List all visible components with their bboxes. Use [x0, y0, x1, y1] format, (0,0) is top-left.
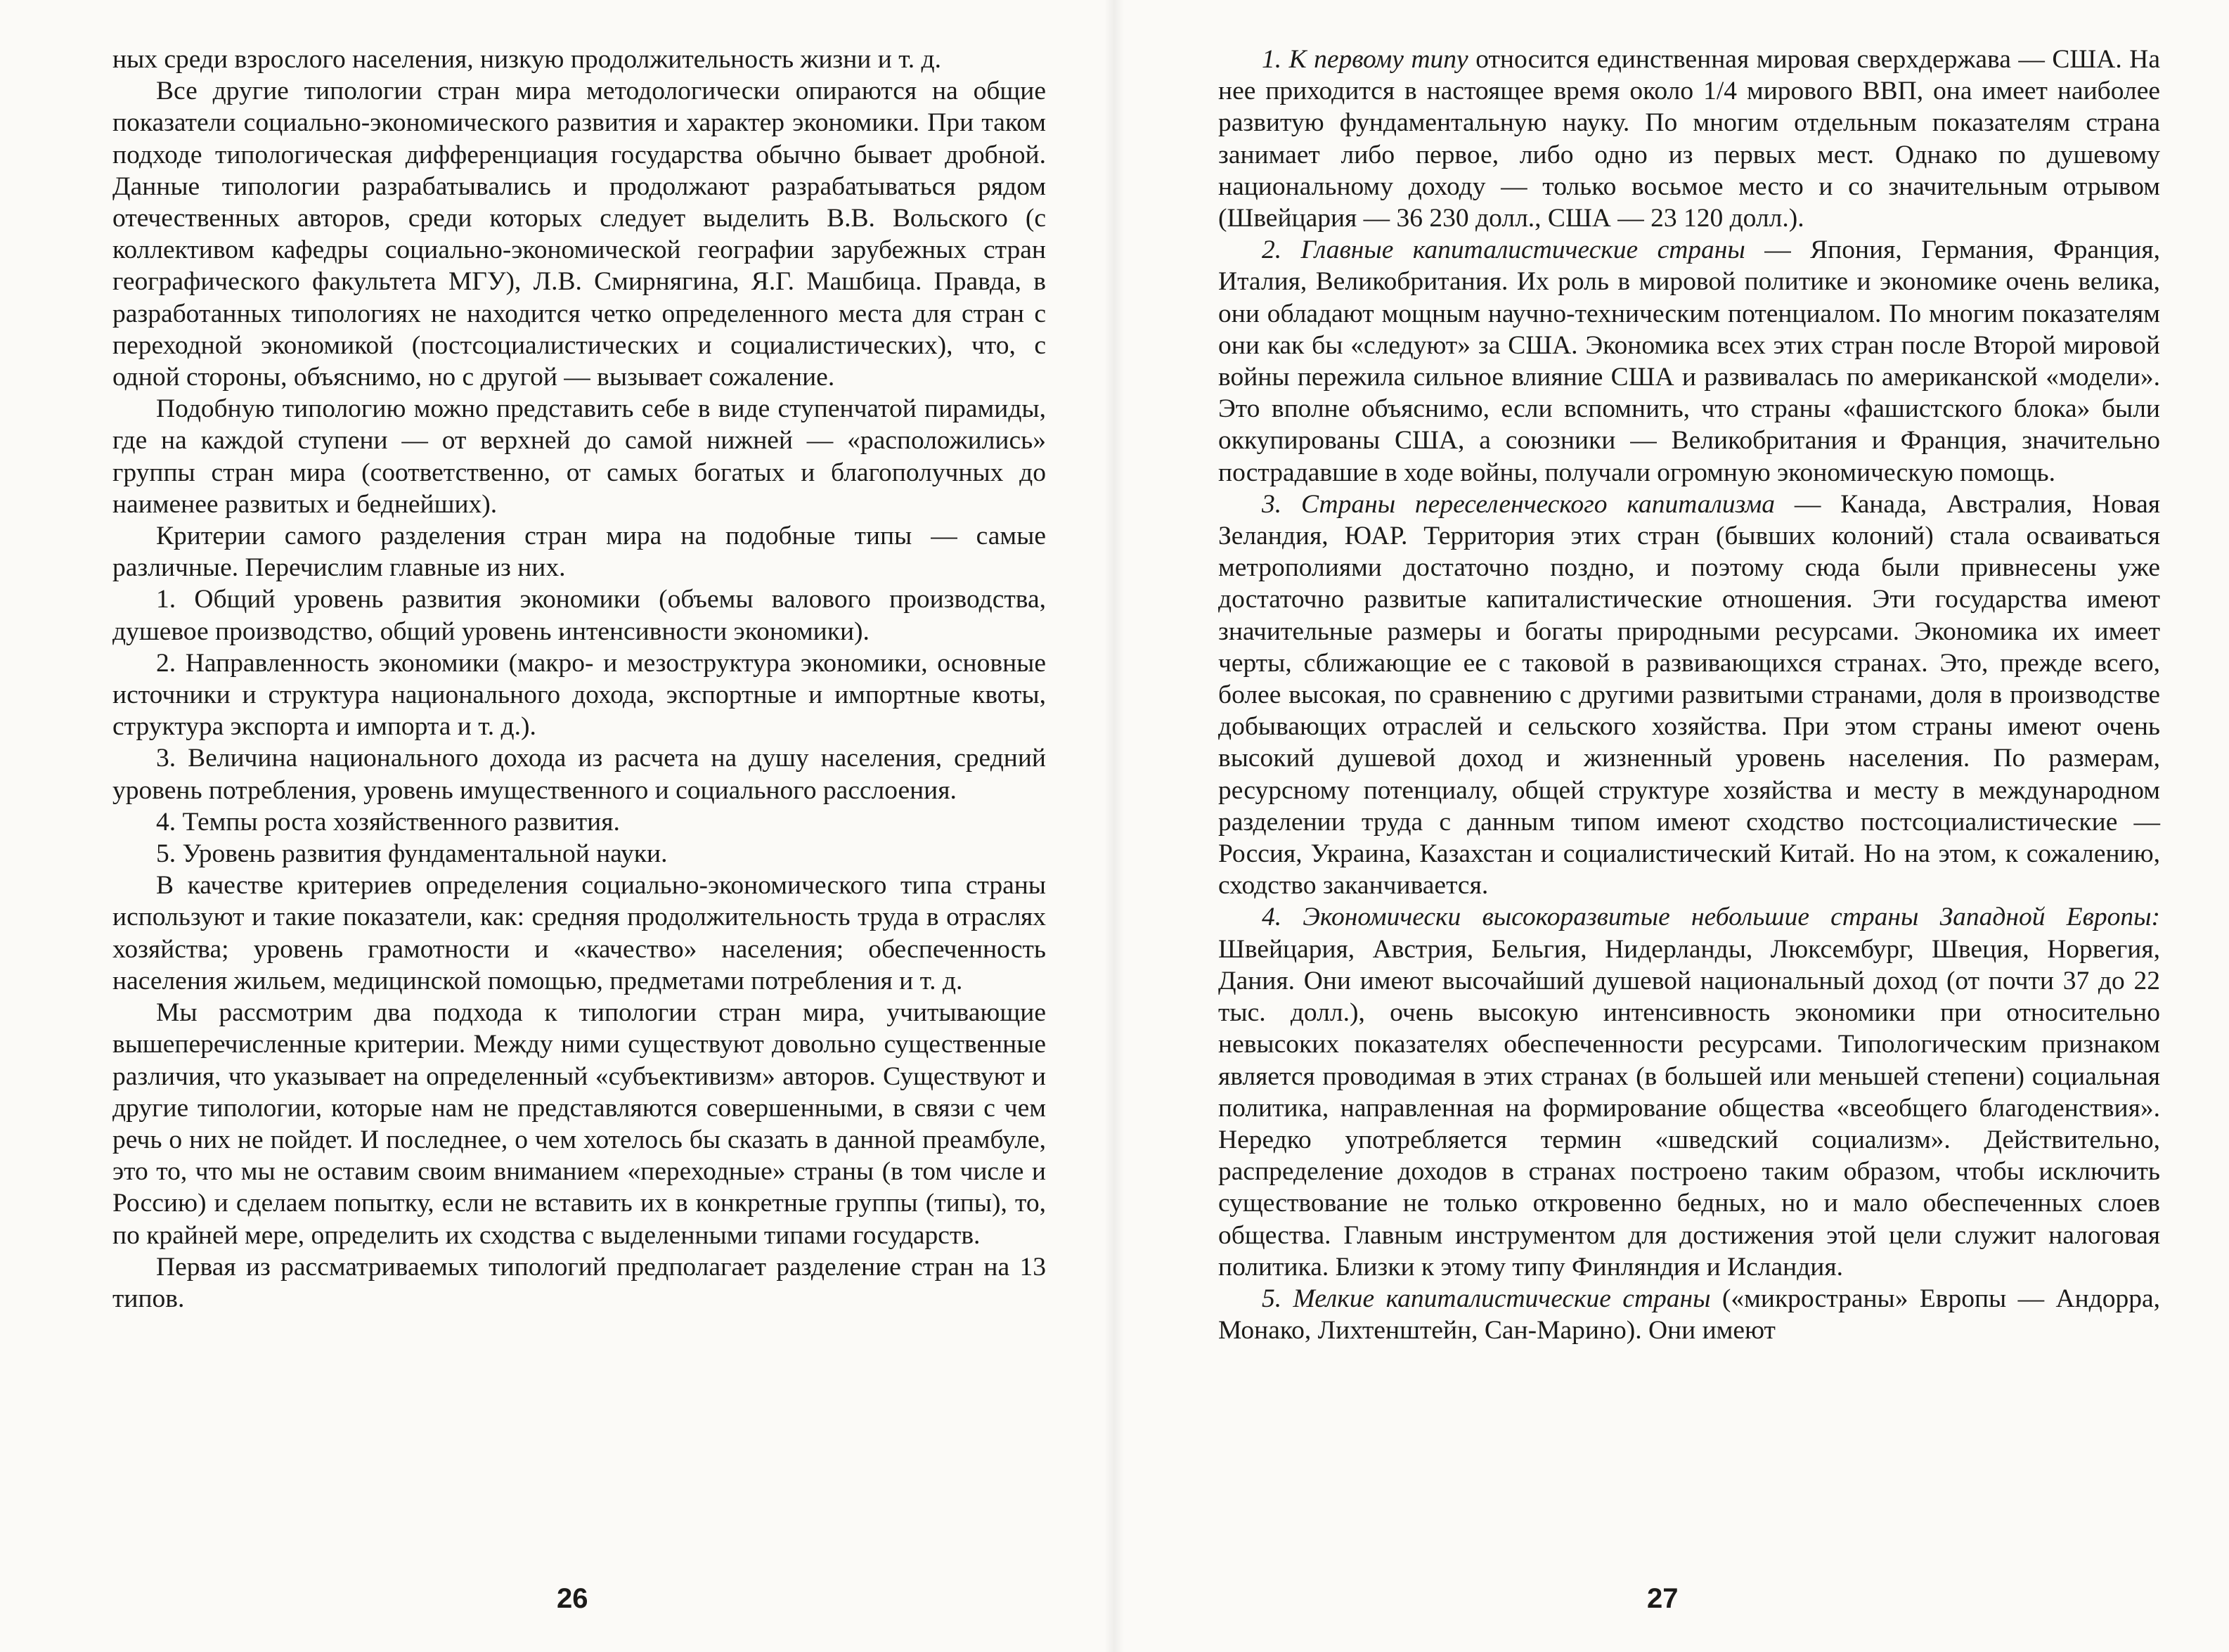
left-page: [0, 0, 1114, 1652]
criteria-item: 2. Направленность экономики (макро- и мезоструктура экономики, основные источники и структура национального дохода, экспортные и импортные квоты, структура экспорта и импорта и т. д.).: [112, 648, 1046, 742]
type-paragraph-4: [1218, 901, 2160, 1282]
type-paragraph-2: [1218, 234, 2160, 489]
type-paragraph-1: [1218, 44, 2160, 234]
page-number-right: 27: [1647, 1583, 1679, 1614]
type-heading: 3. Страны переселенческого капитализма: [1262, 489, 1776, 519]
type-description: относится единственная мировая сверхдержава — США. На нее приходится в настоящее время около 1/4 мирового ВВП, она имеет наиболее развитую фундаментальную науку. По многим отдельным показателям страна занимает либо первое, либо одно из первых мест. Однако по душевому национальному доходу — только восьмое место и со значительным отрывом (Швейцария — 36 230 долл., США — 23 120 долл.).: [1218, 45, 2160, 233]
page-number-left: 26: [557, 1583, 588, 1614]
type-heading: 2. Главные капиталистические страны: [1262, 235, 1745, 265]
criteria-item: 3. Величина национального дохода из расчета на душу населения, средний уровень потребления, уровень имущественного и социального расслоения.: [112, 744, 1046, 805]
left-page-text: [112, 44, 1046, 1315]
type-description: («микространы» Европы — Андорра, Монако, Лихтенштейн, Сан-Марино). Они имеют: [1218, 1284, 2160, 1346]
type-heading: 5. Мелкие капиталистические страны: [1262, 1284, 1711, 1313]
paragraph: ных среди взрослого населения, низкую продолжительность жизни и т. д.: [112, 45, 941, 74]
type-description: — Япония, Германия, Франция, Италия, Великобритания. Их роль в мировой политике и экономике очень велика, они обладают мощным научно-техническим потенциалом. По многим показателям они как бы «следуют» за США. Экономика всех этих стран после Второй мировой войны пережила сильное влияние США и развивалась по американской «модели». Это вполне объяснимо, если вспомнить, что страны «фашистского блока» были оккупированы США, а союзники — Великобритания и Франция, значительно пострадавшие в ходе войны, получали огромную экономическую помощь.: [1218, 235, 2161, 487]
type-description: — Канада, Австралия, Новая Зеландия, ЮАР. Территория этих стран (бывших колоний) стала осваиваться метрополиями достаточно поздно, и поэтому сюда были привнесены уже достаточно развитые капиталистические отношения. Эти государства имеют значительные размеры и богаты природными ресурсами. Экономика их имеет черты, сближающие ее с таковой в развивающихся странах. Это, прежде всего, более высокая, по сравнению с другими развитыми странами, доля в производстве добывающих отраслей и сельского хозяйства. При этом страны имеют очень высокий душевой доход и жизненный уровень населения. По размерам, ресурсному потенциалу, общей структуре хозяйства и месту в международном разделении труда с данным типом имеют сходство постсоциалистические — Россия, Украина, Казахстан и социалистический Китай. Но на этом, к сожалению, сходство заканчивается.: [1218, 489, 2160, 901]
type-paragraph-5: [1218, 1283, 2160, 1346]
paragraph: Все другие типологии стран мира методологически опираются на общие показатели социально-экономического развития и характер экономики. При таком подходе типологическая дифференциация государства обычно бывает дробной. Данные типологии разрабатывались и продолжают разрабатываться рядом отечественных авторов, среди которых следует выделить В.В. Вольского (с коллективом кафедры социально-экономической географии зарубежных стран географического факультета МГУ), Л.В. Смирнягина, Я.Г. Машбица. Правда, в разработанных типологиях не находится четко определенного места для стран с переходной экономикой (постсоциалистических и социалистических), что, с одной стороны, объяснимо, но с другой — вызывает сожаление.: [112, 77, 1046, 392]
paragraph: В качестве критериев определения социально-экономического типа страны используют и такие показатели, как: средняя продолжительность труда в отраслях хозяйства; уровень грамотности и «качество» населения; обеспеченность населения жильем, медицинской помощью, предметами потребления и т. д.: [112, 871, 1046, 995]
criteria-item: 1. Общий уровень развития экономики (объемы валового производства, душевое производство, общий уровень интенсивности экономики).: [112, 585, 1046, 646]
type-heading: 4. Экономически высокоразвитые небольшие страны Западной Европы:: [1262, 903, 2160, 932]
criteria-item: 4. Темпы роста хозяйственного развития.: [156, 807, 620, 837]
type-heading: 1. К первому типу: [1262, 45, 1468, 74]
paragraph: Мы рассмотрим два подхода к типологии стран мира, учитывающие вышеперечисленные критерии. Между ними существуют довольно существенные различия, что указывает на определенный «субъективизм» авторов. Существуют и другие типологии, которые нам не представляются совершенными, в связи с чем речь о них не пойдет. И последнее, о чем хотелось бы сказать в данной преамбуле, это то, что мы не оставим своим вниманием «переходные» страны (в том числе и Россию) и сделаем попытку, если не вставить их в конкретные группы (типы), то, по крайней мере, определить их сходства с выделенными типами государств.: [112, 998, 1046, 1250]
criteria-item: 5. Уровень развития фундаментальной науки.: [156, 839, 668, 869]
type-description: Швейцария, Австрия, Бельгия, Нидерланды, Люксембург, Швеция, Норвегия, Дания. Они имеют высочайший душевой национальный доход (от почти 37 до 22 тыс. долл.), очень высокую интенсивность экономики при относительно невысоких показателях обеспеченности ресурсами. Типологическим признаком является проводимая в этих странах (в большей или меньшей степени) социальная политика, направленная на формирование общества «всеобщего благоденствия». Нередко употребляется термин «шведский социализм». Действительно, распределение доходов в странах построено таким образом, чтобы исключить существование не только откровенно бедных, но и мало обеспеченных слоев общества. Главным инструментом для достижения этой цели служит налоговая политика. Близки к этому типу Финляндия и Исландия.: [1218, 934, 2160, 1282]
type-paragraph-3: [1218, 489, 2160, 902]
paragraph: Критерии самого разделения стран мира на подобные типы — самые различные. Перечислим главные из них.: [112, 522, 1046, 583]
paragraph: Подобную типологию можно представить себе в виде ступенчатой пирамиды, где на каждой ступени — от верхней до самой нижней — «расположились» группы стран мира (соответственно, от самых богатых и благополучных до наименее развитых и беднейших).: [112, 394, 1046, 519]
right-page: [1114, 0, 2229, 1652]
paragraph: Первая из рассматриваемых типологий предполагает разделение стран на 13 типов.: [112, 1252, 1046, 1313]
right-page-text: [1218, 44, 2160, 1346]
